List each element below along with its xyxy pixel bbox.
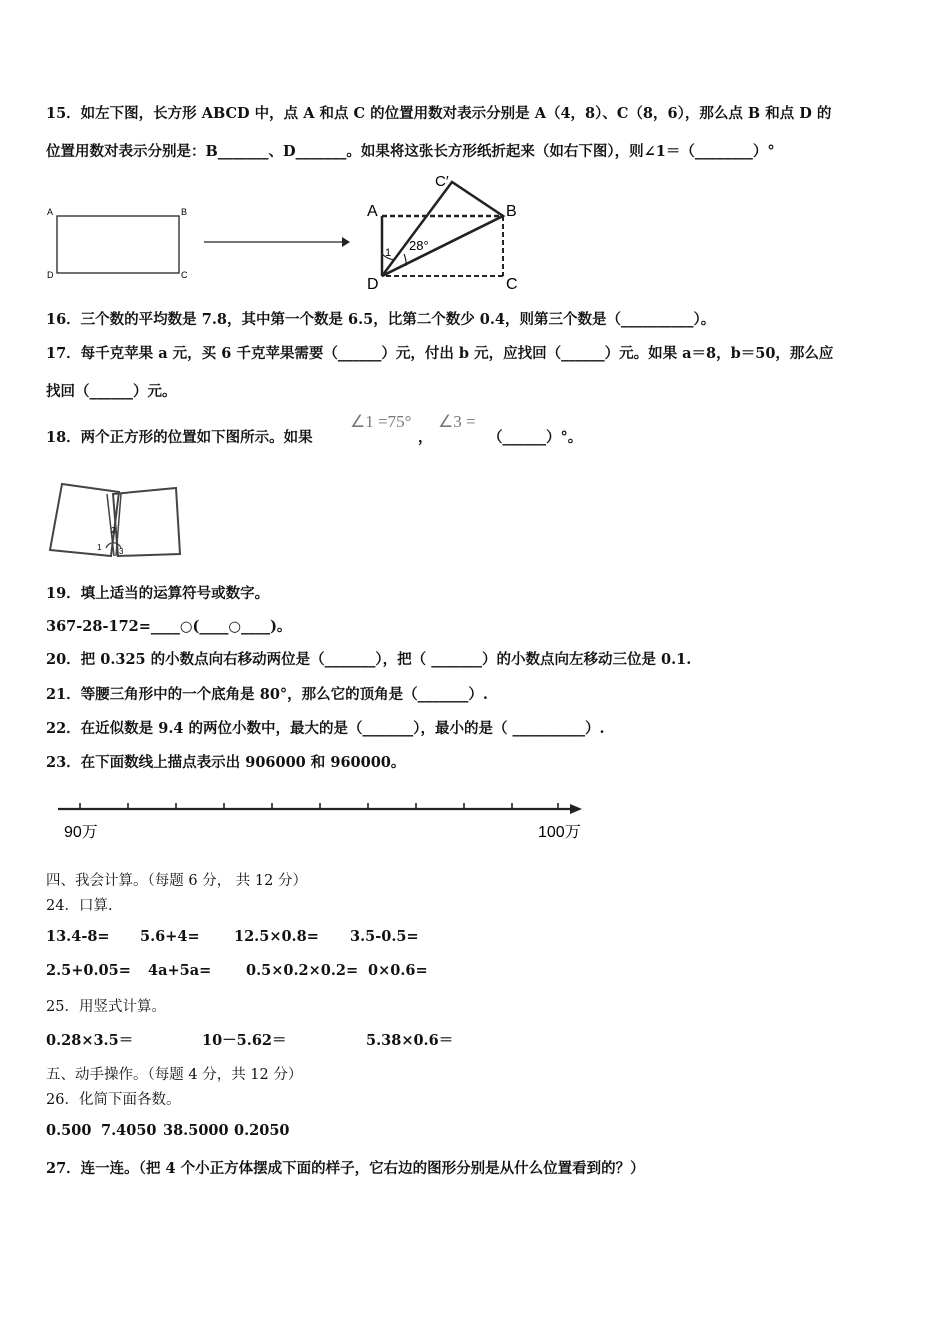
section5-heading: 五、动手操作。（每题 4 分，共 12 分）	[46, 1067, 303, 1083]
two-squares-figure	[44, 478, 189, 563]
rect-label-b: B	[181, 207, 188, 217]
q24-r2-c3: 0.5×0.2×0.2=	[246, 962, 359, 979]
fold-label-b: B	[506, 203, 517, 220]
q17-line2: 找回（______）元。	[46, 383, 177, 400]
q24-r1-c2: 5.6+4=	[140, 928, 200, 945]
fold-label-c-prime: C′	[435, 173, 449, 190]
square-angle-1: 1	[97, 543, 102, 552]
square-angle-3: 3	[119, 547, 124, 556]
q22: 22．在近似数是 9.4 的两位小数中，最大的是（_______），最小的是（ __________）.	[46, 720, 605, 737]
number-line-right-label: 100万	[538, 824, 581, 841]
q23: 23．在下面数线上描点表示出 906000 和 960000。	[46, 754, 406, 771]
q21: 21．等腰三角形中的一个底角是 80°，那么它的顶角是（_______）.	[46, 686, 488, 703]
q18-suffix: （______）°。	[488, 429, 583, 446]
q19-line1: 19．填上适当的运算符号或数字。	[46, 585, 270, 602]
fold-label-c: C	[506, 276, 518, 293]
q24-r1-c3: 12.5×0.8=	[234, 928, 319, 945]
q25-item-1: 0.28×3.5＝	[46, 1032, 134, 1049]
number-line-left-label: 90万	[64, 824, 98, 841]
arrow-head	[342, 237, 350, 247]
q25-item-3: 5.38×0.6＝	[366, 1032, 454, 1049]
q24-r1-c1: 13.4-8=	[46, 928, 110, 945]
q26-item-2: 7.4050	[101, 1122, 157, 1139]
q17-line1: 17．每千克苹果 a 元，买 6 千克苹果需要（______）元，付出 b 元，应找回（______）元。如果 a＝8，b＝50，那么应	[46, 345, 834, 362]
fold-angle-1: 1	[385, 247, 392, 259]
q24-r1-c4: 3.5-0.5=	[350, 928, 419, 945]
q18-angle3: ∠3 =	[438, 412, 476, 431]
q24-r2-c2: 4a+5a=	[148, 962, 212, 979]
rect-label-c: C	[181, 270, 188, 280]
rect-label-d: D	[47, 270, 54, 280]
q26-title: 26．化简下面各数。	[46, 1092, 181, 1108]
q15-line2: 位置用数对表示分别是：B_______、D_______。如果将这张长方形纸折起来（如右下图），则∠1＝（________）°	[46, 143, 775, 160]
rectangle-abcd-figure	[44, 200, 364, 285]
q26-item-1: 0.500	[46, 1122, 92, 1139]
q24-r2-c4: 0×0.6=	[368, 962, 428, 979]
q25-item-2: 10－5.62＝	[202, 1032, 287, 1049]
q16: 16．三个数的平均数是 7.8，其中第一个数是 6.5，比第二个数少 0.4，则第三个数是（__________）。	[46, 311, 716, 328]
fold-angle-28: 28°	[409, 238, 429, 253]
q26-item-3: 38.5000	[163, 1122, 229, 1139]
section4-heading: 四、我会计算。（每题 6 分， 共 12 分）	[46, 873, 307, 889]
q26-item-4: 0.2050	[234, 1122, 290, 1139]
q19-line2: 367-28-172=____○(____○____)。	[46, 618, 292, 635]
q15-line1: 15．如左下图，长方形 ABCD 中，点 A 和点 C 的位置用数对表示分别是 A（4，8）、C（8，6），那么点 B 和点 D 的	[46, 105, 832, 122]
q24-title: 24．口算.	[46, 898, 113, 914]
number-line-figure	[50, 795, 595, 845]
square-angle-2: 2	[111, 526, 116, 535]
q25-title: 25．用竖式计算。	[46, 999, 166, 1015]
q18-comma: ，	[418, 429, 433, 446]
fold-label-d: D	[367, 276, 379, 293]
rect-label-a: A	[47, 207, 54, 217]
q18-angle1: ∠1 =75°	[350, 412, 412, 431]
q20: 20．把 0.325 的小数点向右移动两位是（_______），把（ _______）的小数点向左移动三位是 0.1.	[46, 651, 692, 668]
q18-prefix: 18．两个正方形的位置如下图所示。如果	[46, 429, 313, 446]
q27: 27．连一连。（把 4 个小正方体摆成下面的样子，它右边的图形分别是从什么位置看到的？）	[46, 1160, 645, 1177]
folded-rectangle-figure	[360, 170, 535, 295]
fold-label-a: A	[367, 203, 378, 220]
q24-r2-c1: 2.5+0.05=	[46, 962, 131, 979]
